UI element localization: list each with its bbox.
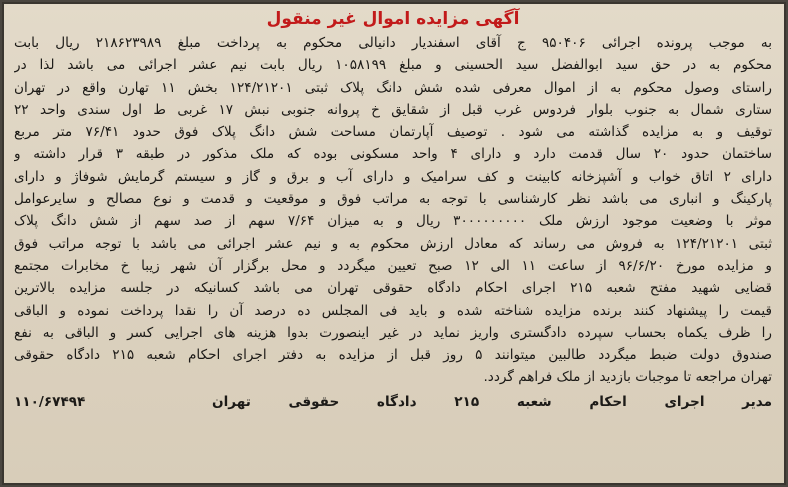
signature-word: تهران [212,393,251,410]
notice-footer [14,391,772,413]
notice-line: قیمت را پیشنهاد کنند برنده مزایده شناخته شده و باید فی المجلس ده درصد آن را نقدا پرداخت نموده و الباقی [14,302,772,319]
notice-line: توقیف و به مزایده گذاشته می شود . توصیف آپارتمان مساحت شش دانگ پلاک فوق حدود ۷۶/۴۱ متر مربع [14,124,772,141]
notice-line: ساختمان حدود ۲۰ سال قدمت دارد و دارای ۴ واحد مسکونی بوده که ملک مذکور در طبقه ۳ قرار داشته و [14,146,772,163]
signature-word: احکام [589,393,627,410]
signature-word: اجرای [664,393,705,410]
auction-notice [2,2,786,485]
notice-line: را ظرف یکماه بحساب سپرده دادگستری واریز نماید در غیر اینصورت بدوا هزینه های اجرایی کسر و الباقی به نفع [14,324,772,341]
signature-line [212,391,772,413]
notice-line: ستاری شمال به جنوب بلوار فردوس غرب قبل از شقایق خ پروانه جنوبی نبش ۱۷ غربی ط اول سندی واحد ۲۲ [14,101,772,118]
signature-word: شعبه [516,393,552,410]
signature-word: دادگاه [376,393,417,410]
notice-title: آگهی مزایده اموال غیر منقول [266,9,520,29]
notice-code: ۱۱۰/۶۷۴۹۴ [14,393,86,410]
notice-body [14,32,772,389]
notice-line: و مزایده مورخ ۹۶/۶/۲۰ از ساعت ۱۱ الی ۱۲ صبح تعیین میگردد و محل برگزار آن شهر زیبا خ مخابرات مجتمع [14,257,772,274]
notice-line: محکوم به در حق سید ابوالفضل سید الحسینی و مبلغ ۱۰۵۸۱۹۹ ریال بابت نیم عشر اجرائی می باشد لذا در [14,57,772,74]
notice-line: تهران مراجعه تا موجبات بازدید از ملک فراهم گردد. [483,369,772,386]
signature-word: مدیر [742,393,772,410]
notice-line: راستای وصول محکوم به از اموال معرفی شده شش دانگ پلاک ثبتی ۱۲۴/۲۱۲۰۱ بخش ۱۱ تهارن واقع در تهران [14,79,772,96]
notice-line: پارکینگ و انباری می باشد نظر کارشناسی با توجه به مراتب فوق و موقعیت و قدمت و نوع مصالح و سایرعوامل [14,191,772,208]
notice-line: صندوق دولت ضبط میگردد طالبین میتوانند ۵ روز قبل از مزایده به دفتر اجرای احکام شعبه ۲۱۵ دادگاه حقوقی [14,347,772,364]
notice-line: دارای ۲ اتاق خواب و آشپزخانه کابینت و کف سرامیک و دارای آب و برق و گاز و سیستم گرمایش شوفاژ و دارای [14,168,772,185]
notice-line: ثبتی ۱۲۴/۲۱۲۰۱ به فروش می رساند که معادل ارزش محکوم به و نیم عشر اجرائی می باشد با توجه مراتب فوق [14,235,772,252]
signature-word: ۲۱۵ [454,393,480,410]
signature-word: حقوقی [288,393,340,410]
notice-line: به موجب پرونده اجرائی ۹۵۰۴۰۶ ج آقای اسفندیار دانیالی محکوم به پرداخت مبلغ ۲۱۸۶۲۳۹۸۹ ریال بابت [14,35,772,51]
notice-line: قضایی شهید مفتح شعبه ۲۱۵ اجرای احکام دادگاه حقوقی تهران می باشد کسانیکه در جلسه مزایده بالاترین [14,280,772,297]
notice-line: موثر با وضعیت موجود ارزش ملک ۳۰۰۰۰۰۰۰۰۰ ریال و به میزان ۷/۶۴ سهم از صد سهم از شش دانگ پلاک [14,213,772,230]
